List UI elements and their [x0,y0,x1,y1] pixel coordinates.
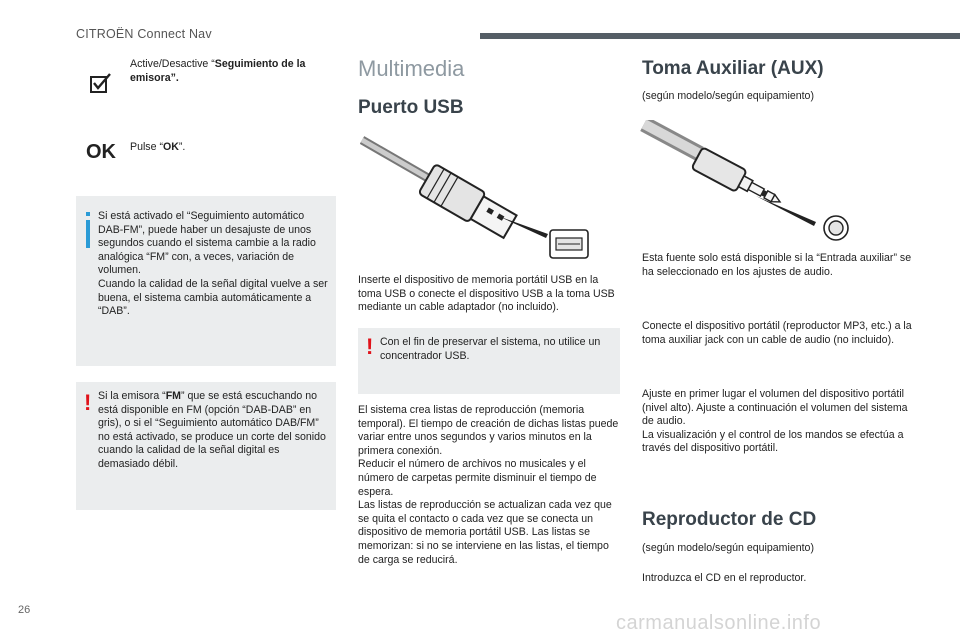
info-text: Si está activado el “Seguimiento automático DAB-FM”, puede haber un desajuste de unos segundos cuando el sistema cambie a la radio analógica “FM” con, a veces, variación de volumen. Cuando la calidad de la señal digital vuelve a ser buena, el sistema cambia automáticamente a “DAB”. [98,210,328,318]
usb-paragraph-1: Inserte el dispositivo de memoria portátil USB en la toma USB o conecte el dispositivo USB a la toma USB mediante un cable adaptador (no incluido). [358,274,615,314]
aux-subtitle: (según modelo/según equipamiento) [642,90,814,102]
header-title: CITROËN Connect Nav [76,27,212,41]
step-press-ok: Pulse “OK”. [130,140,186,153]
warning-icon: ! [366,334,374,359]
aux-title: Toma Auxiliar (AUX) [642,58,824,79]
checkbox-check-icon [89,72,113,94]
warning-box-usb [358,328,620,394]
aux-paragraph-1: Esta fuente solo está disponible si la “Entrada auxiliar” se ha seleccionado en los ajustes de audio. [642,252,912,278]
header-bar [480,33,960,39]
ok-icon: OK [86,141,116,163]
watermark: carmanualsonline.info [616,612,822,634]
usb-plug-illustration [360,134,620,264]
usb-title: Puerto USB [358,97,464,118]
cd-paragraph-1: Introduzca el CD en el reproductor. [642,572,807,584]
warning-text: Con el fin de preservar el sistema, no utilice un concentrador USB. [380,336,601,362]
warning-box-fm [76,382,336,510]
aux-paragraph-2: Conecte el dispositivo portátil (reproductor MP3, etc.) a la toma auxiliar jack con un cable de audio (no incluido). [642,320,912,346]
cd-title: Reproductor de CD [642,509,817,530]
cd-subtitle: (según modelo/según equipamiento) [642,542,814,554]
aux-paragraph-3: Ajuste en primer lugar el volumen del dispositivo portátil (nivel alto). Ajuste a continuación el volumen del sistema de audio. La visualización y el control de los mandos se efectúa a través del dispositivo portátil. [642,388,908,455]
usb-paragraph-2: El sistema crea listas de reproducción (memoria temporal). El tiempo de creación de dichas listas puede variar entre unos segundos y varios minutos en la primera conexión. Reducir el número de archivos no musicales y el número de carpetas permite disminuir el tiempo de espera. Las listas de reproducción se actualizan cada vez que se quita el contacto o cada vez que se conecta un dispositivo de memoria portátil USB. Las listas se memorizan: si no se interviene en las listas, el tiempo de carga se reducirá. [358,404,619,566]
info-icon [86,220,90,248]
section-title-multimedia: Multimedia [358,56,465,81]
info-box-dab [76,196,336,366]
warning-icon: ! [84,390,92,415]
step-toggle-tracking: Active/Desactive “Seguimiento de la emisora”. [130,58,306,84]
aux-jack-illustration [640,120,860,250]
warning-text: Si la emisora “FM” que se está escuchando no está disponible en FM (opción “DAB-DAB” en gris), o si el “Seguimiento automático DAB/FM” no está activado, se produce un corte del sonido cuando la calidad de la señal digital es demasiado débil. [98,390,326,470]
page-number: 26 [18,604,31,616]
